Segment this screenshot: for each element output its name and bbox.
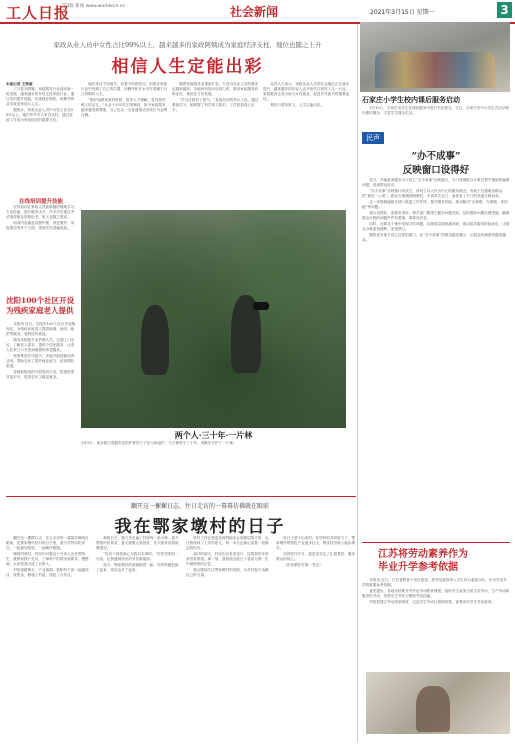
opinion-text: 近日，多地政务服务大厅设立“办不成事”反映窗口，专门受理群众办事过程中遇到的疑难问题，受到群众好评。 “办不成事”反映窗口的设立，体现了以人民为中心的服务理念，有助于打通服务群众的“最后一公里”。群众办事遇到困难时，不再求告无门，而是有了专门的渠道反映诉求。 这一举措倒逼相关部门改进工作作风，提升服务效能，推动解决“办事难、办事慢、来回跑”等问题。 窗口设得好，更要用得好。相关部门要建立健全问题台账，及时跟踪问题办理进展，确保群众反映的问题件件有着落、事事有回音。 同时，还要从个案中发现共性问题，从制度层面查漏补缺，推动政务服务持续优化，让群众办事更加便利、更加舒心。 期待更多地方设立这样的窗口，让“办不成事”的情况越来越少，让群众的满意度越来越高。: [362, 178, 510, 242]
school-story-text: 3月15日，石家庄市学生在课后服务中进行书法练习。当日，石家庄市中小学正式启动校内课后服务，丰富学生课余生活。: [362, 106, 510, 115]
opinion-tag: 民声: [362, 132, 384, 144]
right-story-text: 本报讯 近日，江苏省教育厅出台意见，将劳动素养纳入学生综合素质评价，作为毕业升学的重要参考依据。 意见提出，各地各校要开齐开足劳动教育课程，组织学生参加日常生活劳动、生产劳动和服务性劳动，培养学生劳动习惯和劳动技能。 学校将建立劳动清单制度，记录学生劳动过程和结果，客观评价学生劳动素养。: [362, 578, 510, 604]
photo-caption: 3月9日，来自浙江省磐安县的护林员父子在山间巡护。父子俩坚守三十年，用脚步守护了一片林。: [81, 441, 237, 445]
feature-column-1: 翻开这一摞摞日志，往日走访的一幕幕仿佛就在眼前。在鄂家墩村驻村的日子里，我与村民同吃同住，一起谋划发展，一起解决难题。 刚到村里时，村民们对我这个外来人还有些陌生，我挨家挨户走访，了解每户的情况和需求，慢慢地，大家把我当成了自家人。 村里道路难走、产业薄弱，我和村干部一起跑项目、找资金，修通了村道，建起了合作社。: [6, 536, 89, 577]
right-story-headline-line1: 江苏将劳动素养作为: [378, 549, 468, 560]
lead-headline: 相信人生定能出彩: [111, 57, 264, 77]
feature-column-3: 驻村工作让我更加深刻地体会到基层的不易，也让我找到了工作的意义。每一本日志都记录着一段难忘的经历。 离开的那天，村民们自发来送行，拉着我的手说常回来看看。那一刻，我知道这段日子将成为我一生中最珍贵的记忆。 我会继续关注鄂家墩村的发展，为乡村振兴贡献自己的力量。: [186, 536, 269, 577]
logo-subtitle: 第3版 新闻 www.workercn.cn: [62, 4, 126, 9]
side-story-headline-line2: 为残疾家庭老人提供: [6, 306, 74, 315]
labor-education-photo: [366, 672, 510, 734]
binoculars-icon: [253, 302, 269, 310]
right-story-headline: [378, 548, 508, 574]
page-number: 3: [497, 2, 512, 18]
lead-column-1: 本报记者 王维砚 三月春光明媚，家政服务行业迎来新一轮发展，越来越多的女性走进家政行业，通过培训提升技能，实现就业增收，用勤劳的双手改变家庭与人生。 据统计，家政从业人员中女性占比在99%以上，她们中许多人来自农村，通过家政工作成为家庭经济的重要支柱。: [6, 82, 75, 122]
section-divider: [6, 496, 356, 497]
dateline: 2021年3月15日 星期一: [370, 9, 435, 16]
lead-column-4: 业内人士表示，家政从业人员的社会地位正在逐步提升，越来越多的年轻人也开始关注和进入这一行业，家政服务正成为助力女性就业、促进乡村振兴的重要途径。 相信只要肯努力，人生定能出彩。: [263, 82, 350, 107]
newspaper-logo: 工人日报: [6, 4, 71, 22]
feature-headline: 我在鄂家墩村的日子: [114, 517, 286, 537]
photo-caption-title: 两个人·三十年·一片林: [174, 430, 253, 440]
lead-subhead-1: 在线培训提升技能: [18, 199, 63, 205]
school-story-title: 石家庄小学生校内课后服务启动: [362, 95, 460, 104]
lead-byline: 本报记者 王维砚: [6, 82, 33, 86]
lead-column-2: 她们来自不同地方，有着不同的经历，但都在家政行业中找到了自己的位置，用勤劳和汗水书写着属于自己的精彩人生。 “刚开始做家政的时候，很多人不理解，觉得是伺候人的活儿。”从业十余年的王阿姨说，如今家政服务越来越受到尊重，自己也从一名普通保洁员成长为金牌月嫂。: [81, 82, 168, 117]
feature-kicker: 翻开这一摞摞日志，往日走访的一幕幕仿佛就在眼前: [130, 503, 269, 510]
lead-column-3: 随着家政服务业提质扩容，行业对从业人员的要求也越来越高，各地纷纷加大培训力度，推动家政服务向职业化、规范化方向发展。 “学习让我有了底气。”参加培训的李女士说，通过系统学习，她掌握了科学育儿知识，工作更加得心应手。: [172, 82, 259, 112]
section-title: 社会新闻: [230, 5, 279, 19]
school-photo: [360, 22, 510, 92]
side-story-headline: [6, 296, 76, 316]
right-story-headline-line2: 毕业升学参考依据: [378, 562, 458, 573]
column-divider: [357, 24, 358, 742]
forest-ranger-photo: [81, 210, 346, 428]
side-story-headline-line1: 沈阳100个社区开设: [6, 296, 75, 305]
lead-column-1c: 本报讯 近日，沈阳市100个社区开设服务站，为残疾家庭老人提供助餐、助浴、助医等服务，受到居民欢迎。 服务站配备专业护理人员，定期上门走访，了解老人需求，提供个性化服务，让老人在家门口享受到便捷的养老服务。 贵州推进乡村振兴，多地开展技能培训活动，帮助农民工提升就业能力，拓宽增收渠道。 各地积极组织开展春风行动，搭建供需对接平台，促进农民工稳定就业。: [6, 322, 76, 379]
feature-column-4: 好日子是干出来的。在村民的共同努力下，鄂家墩村的特色产业逐步壮大，集体经济收入稳步增长。 回首驻村岁月，我更加坚定了扎根基层、服务群众的初心。 （作者系驻村第一书记）: [276, 536, 356, 567]
students-group: [375, 52, 495, 88]
lead-kicker: 家政从业人员中女性占比99%以上，越来越多的家政阿姨成为家庭经济支柱，地位也随之上升: [53, 41, 322, 49]
opinion-title-line2: 反映窗口设得好: [402, 165, 470, 176]
lead-column-1b: 在线培训让家政人员能够随时随地学习专业技能，提升服务水平，许多学员通过考试取得职业资格证书，收入也随之提高。 培训内容涵盖母婴护理、养老照护、家庭保洁等多个方面，受到学员普遍欢迎。: [6, 205, 75, 230]
feature-column-2: 那段日子，我几乎走遍了村里每一条小路。春天帮着村民育苗，夏天跟着大家抢收，冬天挨家查看取暖情况。 “你们干部是真心为我们办事的。”村民老张的一句话，让我感到所有的辛苦都值得。 如今，鄂家墩村的面貌焕然一新，村民的腰包鼓了起来，笑容也多了起来。: [96, 536, 179, 572]
opinion-title-line1: “办不成事”: [411, 151, 461, 162]
right-divider: [362, 542, 510, 543]
ranger-figure-left: [141, 305, 169, 375]
student-figure: [416, 686, 450, 732]
